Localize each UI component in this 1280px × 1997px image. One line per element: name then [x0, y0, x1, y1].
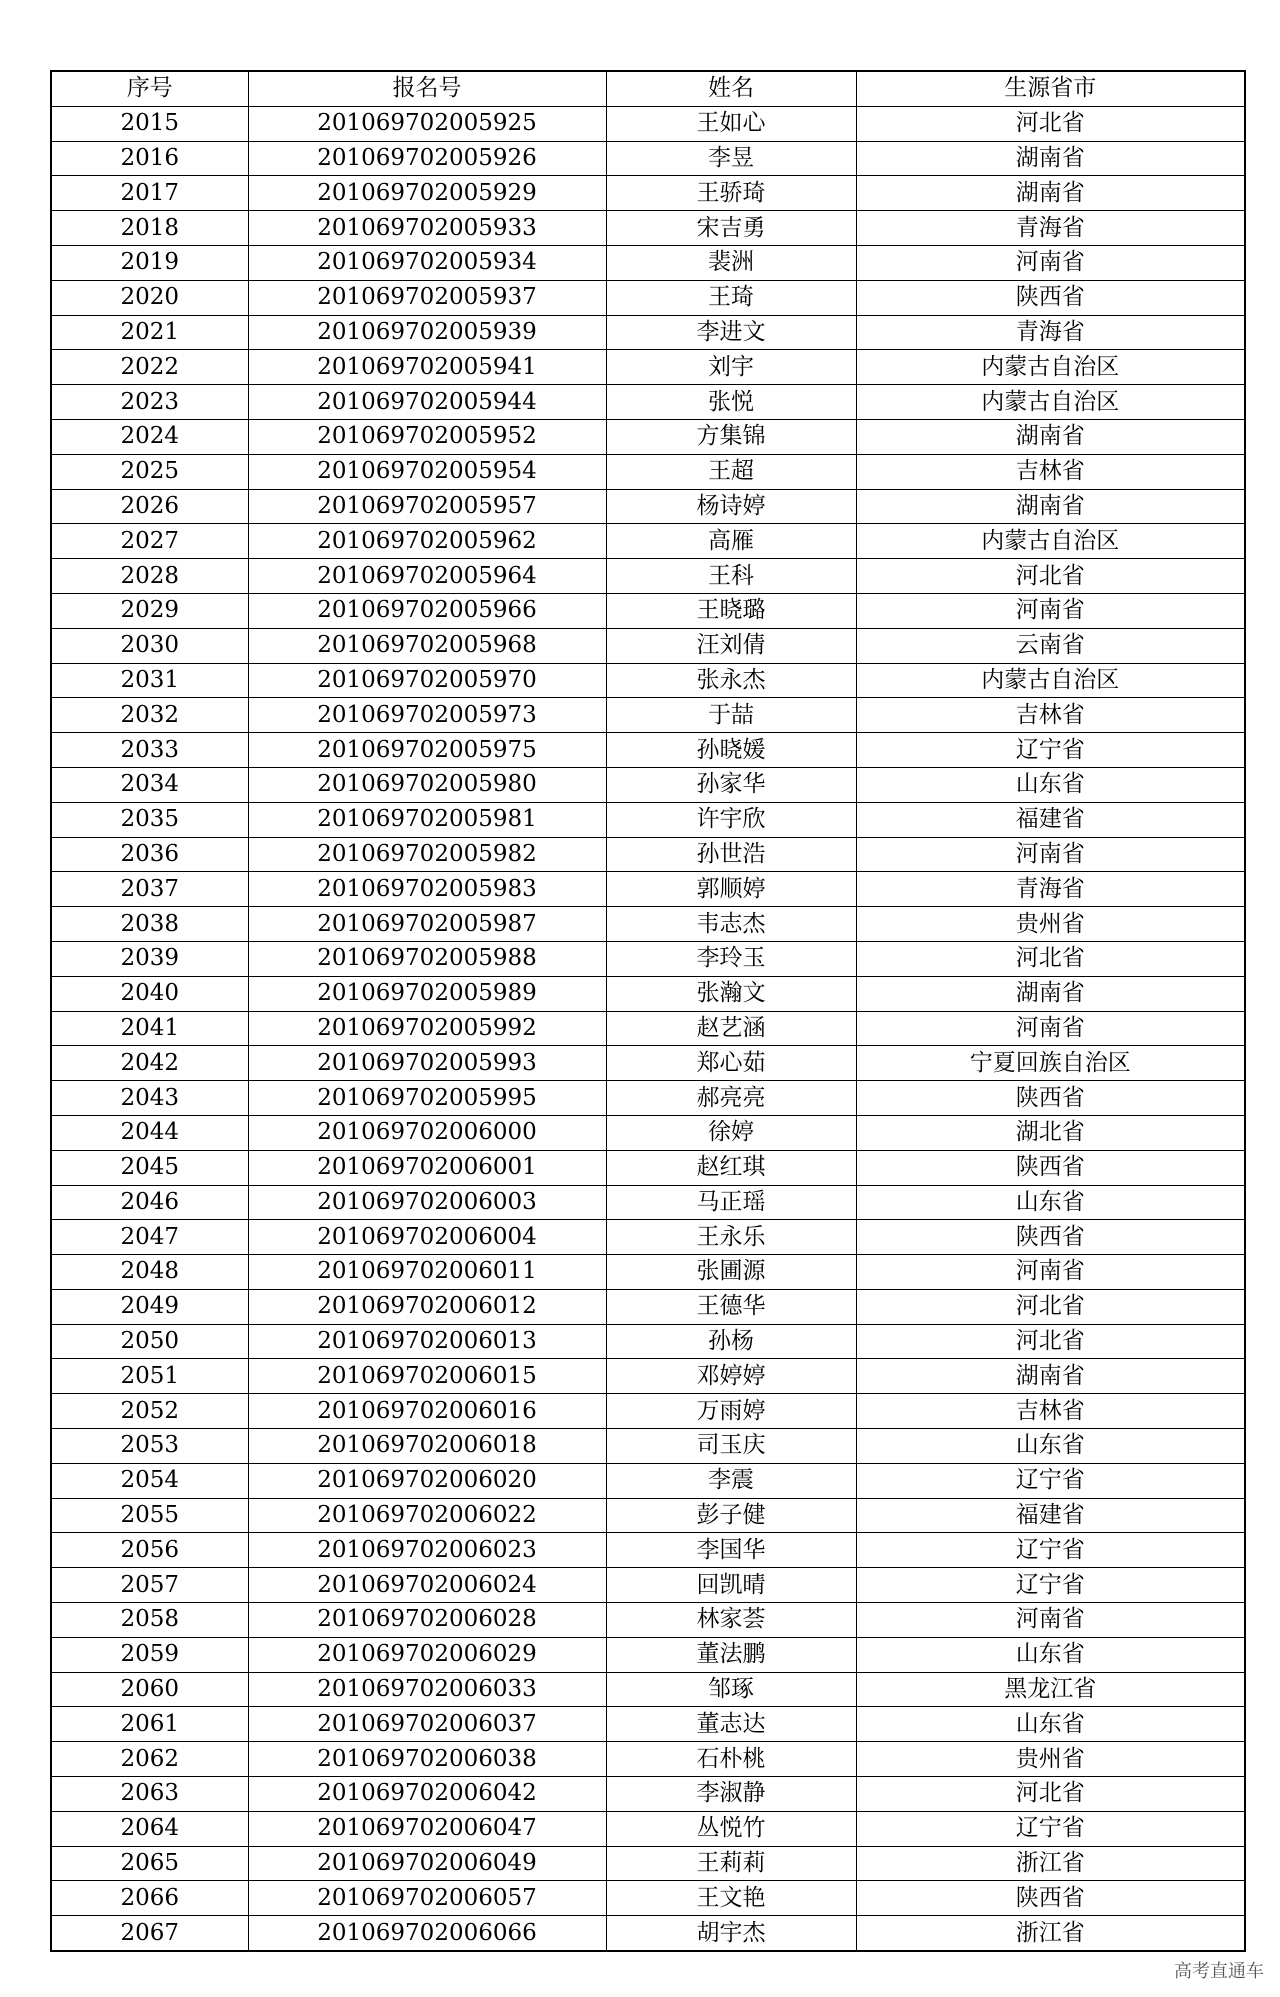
- cell-registration-number: 201069702006047: [248, 1811, 606, 1846]
- cell-registration-number: 201069702005980: [248, 767, 606, 802]
- cell-registration-number: 201069702005966: [248, 593, 606, 628]
- cell-registration-number: 201069702006016: [248, 1394, 606, 1429]
- cell-province: 宁夏回族自治区: [856, 1046, 1245, 1081]
- cell-seq: 2018: [51, 211, 248, 246]
- cell-seq: 2067: [51, 1916, 248, 1951]
- cell-seq: 2017: [51, 176, 248, 211]
- table-row: [51, 315, 1245, 350]
- table-row: [51, 176, 1245, 211]
- cell-name: 林家荟: [606, 1603, 856, 1638]
- cell-province: 辽宁省: [856, 1463, 1245, 1498]
- cell-name: 孙晓媛: [606, 733, 856, 768]
- cell-province: 福建省: [856, 802, 1245, 837]
- cell-seq: 2041: [51, 1011, 248, 1046]
- table-row: [51, 628, 1245, 663]
- cell-name: 郝亮亮: [606, 1081, 856, 1116]
- cell-name: 杨诗婷: [606, 489, 856, 524]
- cell-registration-number: 201069702006029: [248, 1637, 606, 1672]
- cell-province: 吉林省: [856, 454, 1245, 489]
- cell-province: 陕西省: [856, 1081, 1245, 1116]
- table-row: [51, 802, 1245, 837]
- cell-province: 湖北省: [856, 1115, 1245, 1150]
- table-row: [51, 1115, 1245, 1150]
- table-row: [51, 1394, 1245, 1429]
- table-row: [51, 1742, 1245, 1777]
- table-row: [51, 245, 1245, 280]
- cell-registration-number: 201069702006015: [248, 1359, 606, 1394]
- cell-seq: 2047: [51, 1220, 248, 1255]
- cell-name: 李进文: [606, 315, 856, 350]
- cell-seq: 2064: [51, 1811, 248, 1846]
- cell-province: 河南省: [856, 1603, 1245, 1638]
- cell-seq: 2035: [51, 802, 248, 837]
- cell-province: 湖南省: [856, 1359, 1245, 1394]
- table-row: [51, 593, 1245, 628]
- cell-registration-number: 201069702006057: [248, 1881, 606, 1916]
- cell-registration-number: 201069702006066: [248, 1916, 606, 1951]
- cell-province: 河南省: [856, 1255, 1245, 1290]
- cell-province: 河北省: [856, 941, 1245, 976]
- cell-name: 司玉庆: [606, 1429, 856, 1464]
- cell-registration-number: 201069702005944: [248, 385, 606, 420]
- cell-registration-number: 201069702005939: [248, 315, 606, 350]
- table-row: [51, 1220, 1245, 1255]
- cell-seq: 2025: [51, 454, 248, 489]
- cell-seq: 2029: [51, 593, 248, 628]
- cell-registration-number: 201069702006011: [248, 1255, 606, 1290]
- cell-name: 赵艺涵: [606, 1011, 856, 1046]
- cell-province: 河南省: [856, 1011, 1245, 1046]
- cell-name: 孙杨: [606, 1324, 856, 1359]
- cell-registration-number: 201069702005981: [248, 802, 606, 837]
- table-row: [51, 1429, 1245, 1464]
- table-row: [51, 559, 1245, 594]
- cell-name: 赵红琪: [606, 1150, 856, 1185]
- cell-province: 陕西省: [856, 1150, 1245, 1185]
- table-row: [51, 1011, 1245, 1046]
- table-row: [51, 1498, 1245, 1533]
- cell-name: 郑心茹: [606, 1046, 856, 1081]
- cell-province: 云南省: [856, 628, 1245, 663]
- table-row: [51, 419, 1245, 454]
- watermark-text: 高考直通车: [1174, 1961, 1264, 1982]
- cell-province: 浙江省: [856, 1846, 1245, 1881]
- cell-province: 河北省: [856, 1289, 1245, 1324]
- cell-name: 王德华: [606, 1289, 856, 1324]
- cell-province: 贵州省: [856, 1742, 1245, 1777]
- cell-province: 福建省: [856, 1498, 1245, 1533]
- table-row: [51, 941, 1245, 976]
- cell-seq: 2027: [51, 524, 248, 559]
- cell-seq: 2062: [51, 1742, 248, 1777]
- table-header: [51, 71, 1245, 106]
- header-registration-number: 报名号: [248, 71, 606, 106]
- table-row: [51, 872, 1245, 907]
- cell-registration-number: 201069702006022: [248, 1498, 606, 1533]
- cell-name: 丛悦竹: [606, 1811, 856, 1846]
- cell-seq: 2024: [51, 419, 248, 454]
- cell-name: 王超: [606, 454, 856, 489]
- cell-province: 山东省: [856, 767, 1245, 802]
- cell-name: 邹琢: [606, 1672, 856, 1707]
- table-row: [51, 663, 1245, 698]
- cell-seq: 2045: [51, 1150, 248, 1185]
- cell-name: 张瀚文: [606, 976, 856, 1011]
- cell-province: 内蒙古自治区: [856, 385, 1245, 420]
- cell-name: 郭顺婷: [606, 872, 856, 907]
- cell-name: 裴洲: [606, 245, 856, 280]
- cell-seq: 2058: [51, 1603, 248, 1638]
- cell-name: 董志达: [606, 1707, 856, 1742]
- cell-name: 张圃源: [606, 1255, 856, 1290]
- cell-registration-number: 201069702006020: [248, 1463, 606, 1498]
- table-row: [51, 1046, 1245, 1081]
- cell-name: 王莉莉: [606, 1846, 856, 1881]
- table-row: [51, 454, 1245, 489]
- cell-seq: 2026: [51, 489, 248, 524]
- table-row: [51, 1916, 1245, 1951]
- cell-province: 河南省: [856, 245, 1245, 280]
- cell-province: 湖南省: [856, 976, 1245, 1011]
- cell-seq: 2021: [51, 315, 248, 350]
- cell-name: 邓婷婷: [606, 1359, 856, 1394]
- cell-name: 方集锦: [606, 419, 856, 454]
- table-row: [51, 1568, 1245, 1603]
- cell-province: 陕西省: [856, 1881, 1245, 1916]
- cell-name: 李淑静: [606, 1777, 856, 1812]
- cell-province: 山东省: [856, 1429, 1245, 1464]
- cell-province: 浙江省: [856, 1916, 1245, 1951]
- cell-name: 孙世浩: [606, 837, 856, 872]
- cell-name: 张永杰: [606, 663, 856, 698]
- cell-seq: 2028: [51, 559, 248, 594]
- cell-name: 汪刘倩: [606, 628, 856, 663]
- cell-registration-number: 201069702005995: [248, 1081, 606, 1116]
- cell-province: 吉林省: [856, 1394, 1245, 1429]
- cell-province: 河南省: [856, 837, 1245, 872]
- admission-list-table: [50, 70, 1246, 1952]
- cell-province: 辽宁省: [856, 1811, 1245, 1846]
- cell-seq: 2042: [51, 1046, 248, 1081]
- cell-province: 河北省: [856, 106, 1245, 141]
- cell-registration-number: 201069702005968: [248, 628, 606, 663]
- cell-province: 内蒙古自治区: [856, 350, 1245, 385]
- cell-seq: 2056: [51, 1533, 248, 1568]
- cell-seq: 2034: [51, 767, 248, 802]
- cell-name: 李国华: [606, 1533, 856, 1568]
- cell-registration-number: 201069702005929: [248, 176, 606, 211]
- cell-seq: 2030: [51, 628, 248, 663]
- table-row: [51, 1185, 1245, 1220]
- table-row: [51, 1881, 1245, 1916]
- table-row: [51, 1463, 1245, 1498]
- cell-registration-number: 201069702005926: [248, 141, 606, 176]
- cell-seq: 2060: [51, 1672, 248, 1707]
- cell-seq: 2059: [51, 1637, 248, 1672]
- cell-registration-number: 201069702006004: [248, 1220, 606, 1255]
- cell-name: 李昱: [606, 141, 856, 176]
- cell-name: 王骄琦: [606, 176, 856, 211]
- table-row: [51, 1707, 1245, 1742]
- table-row: [51, 733, 1245, 768]
- table-row: [51, 698, 1245, 733]
- cell-registration-number: 201069702005987: [248, 907, 606, 942]
- cell-province: 河南省: [856, 593, 1245, 628]
- table-row: [51, 1081, 1245, 1116]
- table-row: [51, 1150, 1245, 1185]
- table-row: [51, 1289, 1245, 1324]
- header-row: [51, 71, 1245, 106]
- cell-seq: 2031: [51, 663, 248, 698]
- table-row: [51, 1255, 1245, 1290]
- cell-province: 湖南省: [856, 176, 1245, 211]
- table-row: [51, 1811, 1245, 1846]
- table-row: [51, 489, 1245, 524]
- header-name: 姓名: [606, 71, 856, 106]
- cell-registration-number: 201069702006042: [248, 1777, 606, 1812]
- cell-province: 内蒙古自治区: [856, 663, 1245, 698]
- cell-registration-number: 201069702005937: [248, 280, 606, 315]
- cell-seq: 2019: [51, 245, 248, 280]
- table-row: [51, 976, 1245, 1011]
- cell-seq: 2063: [51, 1777, 248, 1812]
- cell-province: 青海省: [856, 872, 1245, 907]
- cell-seq: 2057: [51, 1568, 248, 1603]
- cell-name: 宋吉勇: [606, 211, 856, 246]
- cell-province: 贵州省: [856, 907, 1245, 942]
- table-row: [51, 385, 1245, 420]
- cell-province: 河北省: [856, 1324, 1245, 1359]
- table-row: [51, 211, 1245, 246]
- table-row: [51, 1846, 1245, 1881]
- cell-registration-number: 201069702005970: [248, 663, 606, 698]
- cell-seq: 2032: [51, 698, 248, 733]
- cell-registration-number: 201069702006000: [248, 1115, 606, 1150]
- cell-name: 高雁: [606, 524, 856, 559]
- cell-name: 徐婷: [606, 1115, 856, 1150]
- cell-province: 湖南省: [856, 419, 1245, 454]
- cell-registration-number: 201069702006024: [248, 1568, 606, 1603]
- table-row: [51, 1603, 1245, 1638]
- cell-seq: 2038: [51, 907, 248, 942]
- cell-seq: 2016: [51, 141, 248, 176]
- cell-name: 王如心: [606, 106, 856, 141]
- table-row: [51, 767, 1245, 802]
- cell-name: 李玲玉: [606, 941, 856, 976]
- cell-province: 青海省: [856, 315, 1245, 350]
- cell-name: 彭子健: [606, 1498, 856, 1533]
- cell-registration-number: 201069702005954: [248, 454, 606, 489]
- cell-seq: 2053: [51, 1429, 248, 1464]
- cell-name: 孙家华: [606, 767, 856, 802]
- table-row: [51, 1533, 1245, 1568]
- cell-seq: 2051: [51, 1359, 248, 1394]
- table-row: [51, 106, 1245, 141]
- cell-registration-number: 201069702005934: [248, 245, 606, 280]
- cell-seq: 2037: [51, 872, 248, 907]
- cell-name: 王文艳: [606, 1881, 856, 1916]
- cell-seq: 2054: [51, 1463, 248, 1498]
- cell-name: 王晓璐: [606, 593, 856, 628]
- cell-registration-number: 201069702006023: [248, 1533, 606, 1568]
- table-row: [51, 1359, 1245, 1394]
- cell-registration-number: 201069702005925: [248, 106, 606, 141]
- cell-registration-number: 201069702006003: [248, 1185, 606, 1220]
- cell-registration-number: 201069702005992: [248, 1011, 606, 1046]
- cell-registration-number: 201069702006033: [248, 1672, 606, 1707]
- cell-seq: 2022: [51, 350, 248, 385]
- cell-name: 石朴桃: [606, 1742, 856, 1777]
- cell-province: 陕西省: [856, 1220, 1245, 1255]
- cell-name: 王科: [606, 559, 856, 594]
- cell-province: 湖南省: [856, 489, 1245, 524]
- table-row: [51, 907, 1245, 942]
- cell-name: 于喆: [606, 698, 856, 733]
- cell-seq: 2065: [51, 1846, 248, 1881]
- cell-registration-number: 201069702005982: [248, 837, 606, 872]
- cell-registration-number: 201069702006037: [248, 1707, 606, 1742]
- cell-province: 青海省: [856, 211, 1245, 246]
- cell-province: 陕西省: [856, 280, 1245, 315]
- cell-registration-number: 201069702005988: [248, 941, 606, 976]
- cell-name: 董法鹏: [606, 1637, 856, 1672]
- cell-seq: 2039: [51, 941, 248, 976]
- cell-province: 吉林省: [856, 698, 1245, 733]
- cell-registration-number: 201069702005933: [248, 211, 606, 246]
- cell-registration-number: 201069702006028: [248, 1603, 606, 1638]
- table-row: [51, 280, 1245, 315]
- cell-name: 王琦: [606, 280, 856, 315]
- cell-province: 河北省: [856, 1777, 1245, 1812]
- cell-name: 王永乐: [606, 1220, 856, 1255]
- cell-province: 辽宁省: [856, 733, 1245, 768]
- cell-seq: 2020: [51, 280, 248, 315]
- cell-registration-number: 201069702005941: [248, 350, 606, 385]
- cell-registration-number: 201069702005962: [248, 524, 606, 559]
- cell-seq: 2048: [51, 1255, 248, 1290]
- cell-registration-number: 201069702006001: [248, 1150, 606, 1185]
- cell-seq: 2023: [51, 385, 248, 420]
- cell-name: 韦志杰: [606, 907, 856, 942]
- cell-seq: 2052: [51, 1394, 248, 1429]
- cell-seq: 2055: [51, 1498, 248, 1533]
- cell-registration-number: 201069702005964: [248, 559, 606, 594]
- cell-registration-number: 201069702006018: [248, 1429, 606, 1464]
- cell-province: 山东省: [856, 1637, 1245, 1672]
- cell-name: 张悦: [606, 385, 856, 420]
- cell-province: 山东省: [856, 1185, 1245, 1220]
- table-row: [51, 837, 1245, 872]
- cell-name: 马正瑶: [606, 1185, 856, 1220]
- cell-registration-number: 201069702006013: [248, 1324, 606, 1359]
- cell-seq: 2036: [51, 837, 248, 872]
- cell-seq: 2066: [51, 1881, 248, 1916]
- cell-name: 李震: [606, 1463, 856, 1498]
- cell-registration-number: 201069702005952: [248, 419, 606, 454]
- cell-province: 内蒙古自治区: [856, 524, 1245, 559]
- cell-province: 河北省: [856, 559, 1245, 594]
- cell-registration-number: 201069702005993: [248, 1046, 606, 1081]
- cell-registration-number: 201069702005957: [248, 489, 606, 524]
- table-row: [51, 1777, 1245, 1812]
- table-row: [51, 1324, 1245, 1359]
- header-province: 生源省市: [856, 71, 1245, 106]
- cell-seq: 2046: [51, 1185, 248, 1220]
- header-seq: 序号: [51, 71, 248, 106]
- table-body: [51, 106, 1245, 1951]
- cell-province: 辽宁省: [856, 1533, 1245, 1568]
- cell-province: 辽宁省: [856, 1568, 1245, 1603]
- cell-registration-number: 201069702006012: [248, 1289, 606, 1324]
- table-row: [51, 1637, 1245, 1672]
- cell-province: 湖南省: [856, 141, 1245, 176]
- table-row: [51, 350, 1245, 385]
- cell-registration-number: 201069702005989: [248, 976, 606, 1011]
- cell-seq: 2015: [51, 106, 248, 141]
- table-row: [51, 524, 1245, 559]
- cell-province: 黑龙江省: [856, 1672, 1245, 1707]
- cell-registration-number: 201069702006049: [248, 1846, 606, 1881]
- cell-registration-number: 201069702005983: [248, 872, 606, 907]
- cell-registration-number: 201069702005975: [248, 733, 606, 768]
- cell-name: 回凯晴: [606, 1568, 856, 1603]
- table-row: [51, 141, 1245, 176]
- cell-registration-number: 201069702006038: [248, 1742, 606, 1777]
- cell-seq: 2044: [51, 1115, 248, 1150]
- cell-seq: 2033: [51, 733, 248, 768]
- cell-name: 刘宇: [606, 350, 856, 385]
- cell-name: 万雨婷: [606, 1394, 856, 1429]
- cell-registration-number: 201069702005973: [248, 698, 606, 733]
- cell-seq: 2043: [51, 1081, 248, 1116]
- cell-seq: 2049: [51, 1289, 248, 1324]
- cell-seq: 2050: [51, 1324, 248, 1359]
- cell-seq: 2040: [51, 976, 248, 1011]
- cell-name: 胡宇杰: [606, 1916, 856, 1951]
- cell-seq: 2061: [51, 1707, 248, 1742]
- cell-province: 山东省: [856, 1707, 1245, 1742]
- table-row: [51, 1672, 1245, 1707]
- cell-name: 许宇欣: [606, 802, 856, 837]
